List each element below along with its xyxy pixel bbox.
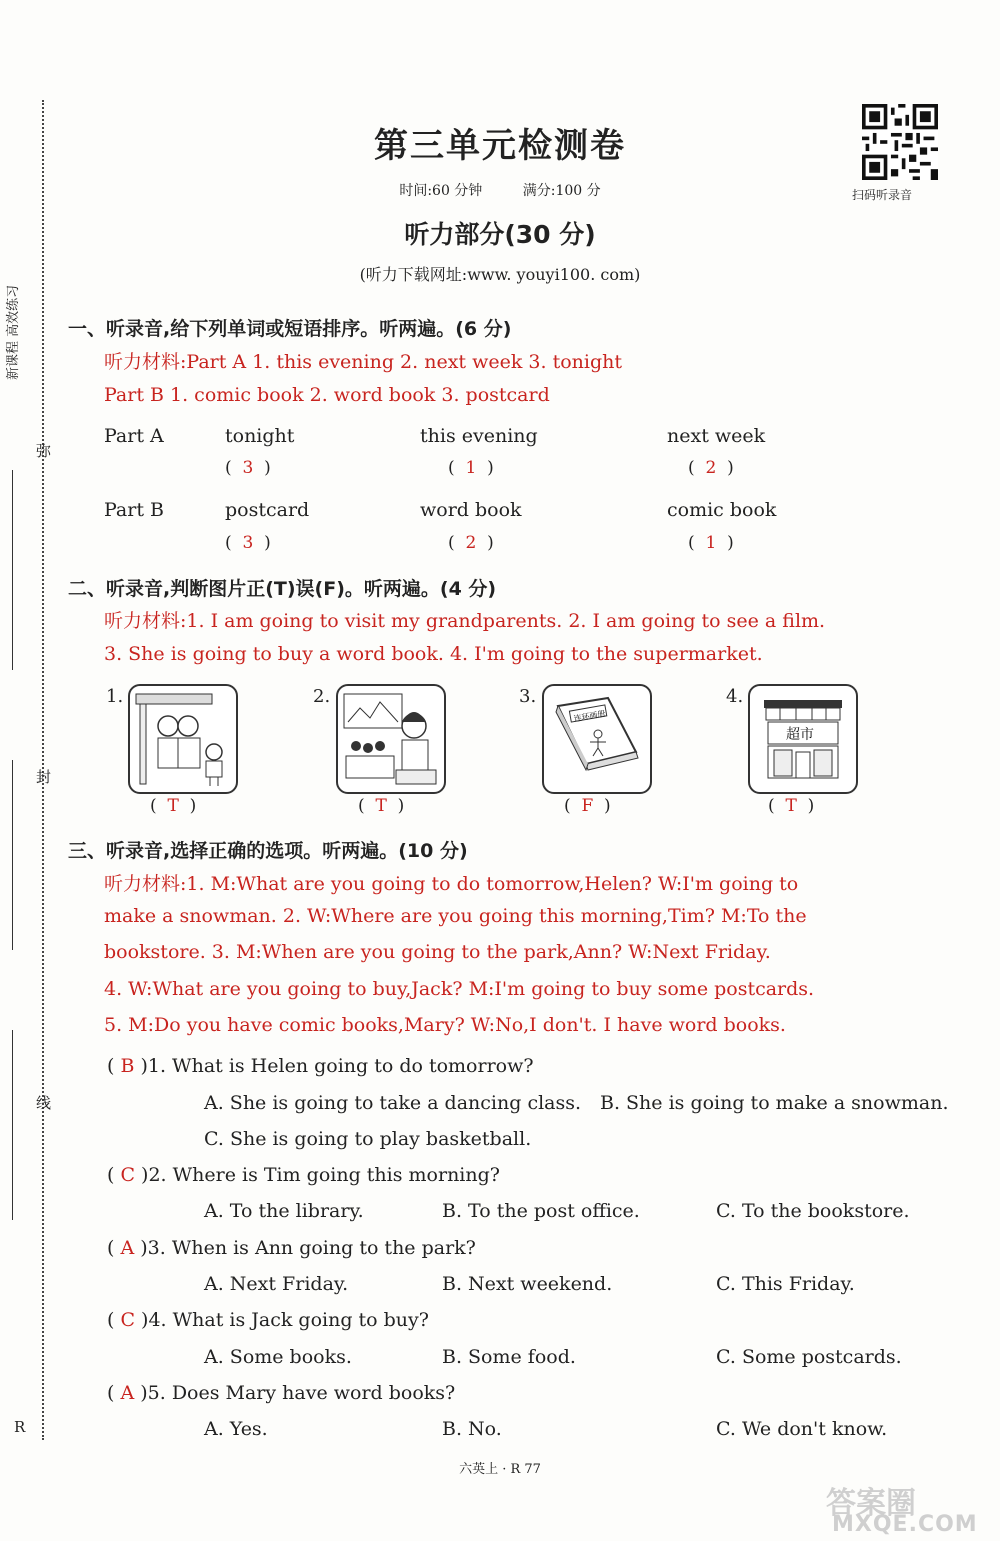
s2-material-1: 听力材料:1. I am going to visit my grandparents. 2. I am going to see a film. xyxy=(104,610,826,632)
s3-material-line: make a snowman. 2. W:Where are you going this morning,Tim? M:To the xyxy=(104,905,807,927)
section-3-heading: 三、听录音,选择正确的选项。听两遍。(10 分) xyxy=(68,840,468,862)
answer-value: 1 xyxy=(705,533,717,553)
answer-value: T xyxy=(375,796,387,816)
option-a: A. Some books. xyxy=(204,1346,352,1368)
answer-blank[interactable]: ( 3 ) xyxy=(225,458,271,478)
answer-value: 1 xyxy=(465,458,477,478)
answer-value: F xyxy=(581,796,594,816)
question-row[interactable]: ( C )2. Where is Tim going this morning? xyxy=(107,1164,500,1186)
margin-char-xian: 线 xyxy=(36,1094,52,1112)
question-row[interactable]: ( A )3. When is Ann going to the park? xyxy=(107,1237,476,1259)
full-score: 满分:100 分 xyxy=(522,183,601,199)
s1-material-a: 听力材料:Part A 1. this evening 2. next week 3. tonight xyxy=(104,351,622,373)
section-2-heading: 二、听录音,判断图片正(T)误(F)。听两遍。(4 分) xyxy=(68,578,497,600)
grandparents-icon xyxy=(128,684,238,794)
option-b: B. She is going to make a snowman. xyxy=(600,1092,949,1114)
option-c: C. Some postcards. xyxy=(716,1346,902,1368)
answer-value: 3 xyxy=(242,533,254,553)
part-a-word: next week xyxy=(667,425,766,447)
picture-number: 1. xyxy=(106,686,124,707)
question-text: )5. Does Mary have word books? xyxy=(140,1382,456,1404)
answer-value: 3 xyxy=(242,458,254,478)
answer-value: T xyxy=(785,796,797,816)
option-b: B. Next weekend. xyxy=(442,1273,613,1295)
watermark-url: MXQE.COM xyxy=(832,1512,978,1537)
option-c: C. To the bookstore. xyxy=(716,1200,910,1222)
s3-material-line: 4. W:What are you going to buy,Jack? M:I'm going to buy some postcards. xyxy=(104,978,815,1000)
answer-blank[interactable]: ( 2 ) xyxy=(688,458,734,478)
page-footer: 六英上 · R 77 xyxy=(459,1462,541,1477)
s3-material-line: 5. M:Do you have comic books,Mary? W:No,I don't. I have word books. xyxy=(104,1014,786,1036)
answer-blank[interactable]: ( T ) xyxy=(768,796,815,816)
margin-char-feng: 封 xyxy=(36,768,52,786)
option-c: C. This Friday. xyxy=(716,1273,855,1295)
option-a: A. She is going to take a dancing class. xyxy=(204,1092,582,1114)
answer-blank[interactable]: ( 3 ) xyxy=(225,533,271,553)
listening-title: 听力部分(30 分) xyxy=(404,220,596,249)
question-text: )4. What is Jack going to buy? xyxy=(141,1309,429,1331)
option-b: B. No. xyxy=(442,1418,502,1440)
margin-line-3 xyxy=(12,1030,13,1220)
s2-material-2: 3. She is going to buy a word book. 4. I'm going to the supermarket. xyxy=(104,643,763,665)
answer-value: 2 xyxy=(465,533,477,553)
question-row[interactable]: ( A )5. Does Mary have word books? xyxy=(107,1382,456,1404)
answer-blank[interactable]: ( 1 ) xyxy=(448,458,494,478)
book-title-text: 连环画册 xyxy=(573,709,607,724)
option-b: B. To the post office. xyxy=(442,1200,640,1222)
margin-line-2 xyxy=(12,760,13,950)
page-title: 第三单元检测卷 xyxy=(374,126,626,166)
question-row[interactable]: ( B )1. What is Helen going to do tomorrow? xyxy=(107,1055,534,1077)
part-a-word: tonight xyxy=(225,425,295,447)
question-text: )2. Where is Tim going this morning? xyxy=(141,1164,500,1186)
option-c: C. We don't know. xyxy=(716,1418,888,1440)
cinema-icon xyxy=(336,684,446,794)
part-b-word: comic book xyxy=(667,499,777,521)
answer-value: 2 xyxy=(705,458,717,478)
question-text: )1. What is Helen going to do tomorrow? xyxy=(140,1055,534,1077)
picture-number: 4. xyxy=(726,686,744,707)
watermark-logo: 答案圈 xyxy=(826,1486,916,1521)
answer-value: C xyxy=(120,1309,135,1331)
answer-value: A xyxy=(120,1382,135,1404)
margin-brand: 新课程 高效练习 xyxy=(6,284,21,380)
margin-char-r: R xyxy=(14,1418,26,1436)
exam-meta xyxy=(0,180,1000,200)
part-a-word: this evening xyxy=(420,425,538,447)
question-text: )3. When is Ann going to the park? xyxy=(140,1237,476,1259)
answer-blank[interactable]: ( T ) xyxy=(358,796,405,816)
s3-material-line: 听力材料:1. M:What are you going to do tomorrow,Helen? W:I'm going to xyxy=(104,873,799,895)
time-limit: 时间:60 分钟 xyxy=(399,183,483,199)
picture-number: 2. xyxy=(313,686,331,707)
answer-value: T xyxy=(167,796,179,816)
part-a-label: Part A xyxy=(104,425,164,447)
s3-material-line: bookstore. 3. M:When are you going to the park,Ann? W:Next Friday. xyxy=(104,941,771,963)
option-a: A. Next Friday. xyxy=(204,1273,349,1295)
margin-char-mi: 弥 xyxy=(36,442,52,460)
part-b-word: postcard xyxy=(225,499,310,521)
shop-sign-text: 超市 xyxy=(786,727,814,743)
option-a: A. To the library. xyxy=(204,1200,364,1222)
option-a: A. Yes. xyxy=(204,1418,268,1440)
qr-caption: 扫码听录音 xyxy=(852,188,913,202)
part-b-label: Part B xyxy=(104,499,164,521)
margin-line-1 xyxy=(12,470,13,670)
answer-blank[interactable]: ( T ) xyxy=(150,796,197,816)
part-b-word: word book xyxy=(420,499,522,521)
answer-blank[interactable]: ( 2 ) xyxy=(448,533,494,553)
picture-number: 3. xyxy=(519,686,537,707)
option-c: C. She is going to play basketball. xyxy=(204,1128,532,1150)
answer-value: B xyxy=(120,1055,135,1077)
answer-blank[interactable]: ( F ) xyxy=(564,796,611,816)
option-b: B. Some food. xyxy=(442,1346,576,1368)
answer-value: C xyxy=(120,1164,135,1186)
qr-code-icon[interactable] xyxy=(862,104,938,180)
supermarket-icon xyxy=(748,684,858,794)
section-1-heading: 一、听录音,给下列单词或短语排序。听两遍。(6 分) xyxy=(68,318,512,340)
comic-book-icon xyxy=(542,684,652,794)
answer-blank[interactable]: ( 1 ) xyxy=(688,533,734,553)
answer-value: A xyxy=(120,1237,135,1259)
question-row[interactable]: ( C )4. What is Jack going to buy? xyxy=(107,1309,429,1331)
s1-material-b: Part B 1. comic book 2. word book 3. postcard xyxy=(104,384,550,406)
download-url: (听力下载网址:www. youyi100. com) xyxy=(359,265,641,284)
